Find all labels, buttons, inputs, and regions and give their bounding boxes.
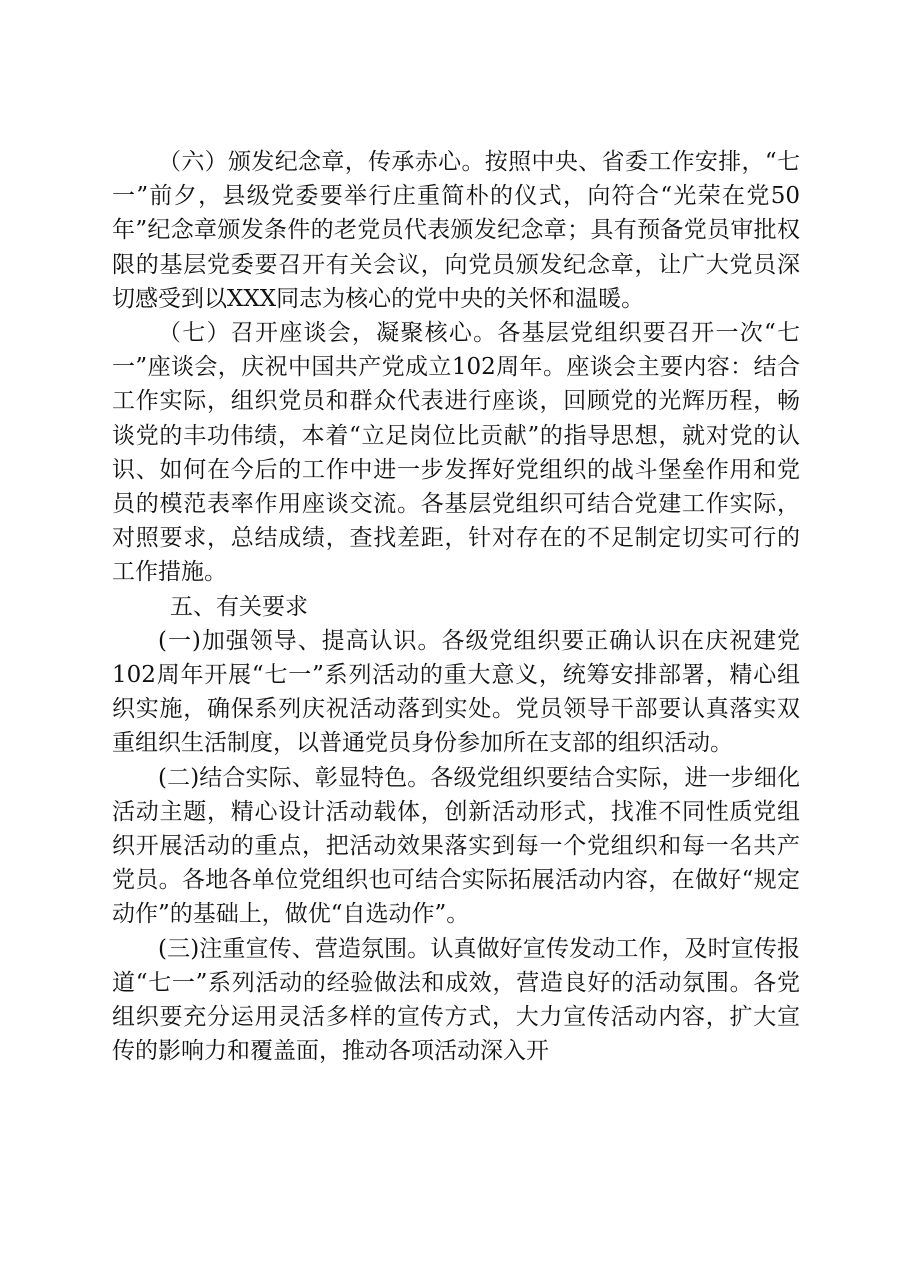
paragraph-item-7: （七）召开座谈会，凝聚核心。各基层党组织要召开一次“七一”座谈会，庆祝中国共产党成立102周年。座谈会主要内容：结合工作实际，组织党员和群众代表进行座谈，回顾党的光辉历程，畅谈党的丰功伟绩，本着“立足岗位比贡献”的指导思想，就对党的认识、如何在今后的工作中进一步发挥好党组织的战斗堡垒作用和党员的模范表率作用座谈交流。各基层党组织可结合党建工作实际，对照要求，总结成绩，查找差距，针对存在的不足制定切实可行的工作措施。 xyxy=(112,320,800,586)
document-body xyxy=(112,145,800,1068)
section-heading: 五、有关要求 xyxy=(170,593,308,620)
requirement-item-1: (一)加强领导、提高认识。各级党组织要正确认识在庆祝建党102周年开展“七一”系列活动的重大意义，统筹安排部署，精心组织实施，确保系列庆祝活动落到实处。党员领导干部要认真落实双重组织生活制度，以普通党员身份参加所在支部的组织活动。 xyxy=(112,627,800,757)
requirement-item-2: (二)结合实际、彰显特色。各级党组织要结合实际，进一步细化活动主题，精心设计活动载体，创新活动形式，找准不同性质党组织开展活动的重点，把活动效果落实到每一个党组织和每一名共产党员。各地各单位党组织也可结合实际拓展活动内容，在做好“规定动作”的基础上，做优“自选动作”。 xyxy=(112,764,800,928)
requirement-item-3: (三)注重宣传、营造氛围。认真做好宣传发动工作，及时宣传报道“七一”系列活动的经验做法和成效，营造良好的活动氛围。各党组织要充分运用灵活多样的宣传方式，大力宣传活动内容，扩大宣传的影响力和覆盖面，推动各项活动深入开 xyxy=(112,935,800,1065)
paragraph-item-6: （六）颁发纪念章，传承赤心。按照中央、省委工作安排，“七一”前夕，县级党委要举行庄重简朴的仪式，向符合“光荣在党50年”纪念章颁发条件的老党员代表颁发纪念章；具有预备党员审批权限的基层党委要召开有关会议，向党员颁发纪念章，让广大党员深切感受到以XXX同志为核心的党中央的关怀和温暖。 xyxy=(112,149,800,312)
